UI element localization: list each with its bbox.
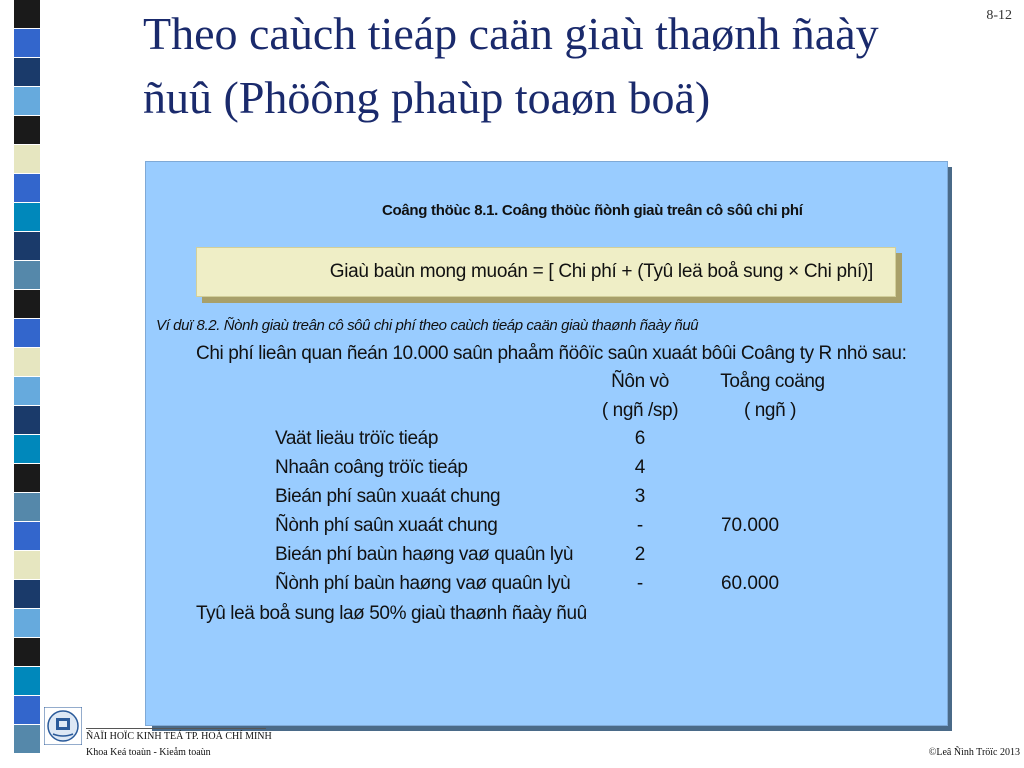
strip-square [14, 174, 40, 202]
strip-square [14, 667, 40, 695]
strip-square [14, 116, 40, 144]
row-unit-value: 6 [634, 428, 646, 449]
row-unit-value: - [636, 573, 644, 594]
strip-square [14, 261, 40, 289]
strip-square [14, 609, 40, 637]
total-header-unit: ( ngñ ) [743, 400, 797, 421]
row-total-value: 60.000 [720, 573, 780, 594]
slide-title-line1: Theo caùch tieáp caän giaù thaønh ñaày [143, 8, 879, 59]
strip-square [14, 29, 40, 57]
footer-school: ÑAÏI HOÏC KINH TEÁ TP. HOÀ CHÍ MINH [86, 731, 272, 742]
row-unit-value: 3 [634, 486, 646, 507]
example-intro: Chi phí lieân quan ñeán 10.000 saûn phaåm ñöôïc saûn xuaát bôûi Coâng ty R nhö sau: [196, 343, 907, 364]
table-row [0, 457, 1024, 485]
strip-square [14, 290, 40, 318]
row-label: Bieán phí saûn xuaát chung [275, 486, 501, 507]
row-label: Vaät lieäu tröïc tieáp [275, 428, 439, 449]
row-unit-value: 2 [634, 544, 646, 565]
university-logo-icon [44, 707, 82, 745]
table-row [0, 544, 1024, 572]
footer-department: Khoa Keá toaùn - Kieåm toaùn [86, 747, 211, 758]
strip-square [14, 725, 40, 753]
table-row [0, 428, 1024, 456]
strip-square [14, 232, 40, 260]
strip-square [14, 58, 40, 86]
strip-square [14, 145, 40, 173]
example-conclusion: Tyû leä boå sung laø 50% giaù thaønh ñaày ñuû [196, 603, 587, 624]
table-row [0, 486, 1024, 514]
row-total-value: 70.000 [720, 515, 780, 536]
page-number: 8-12 [986, 8, 1012, 23]
decorative-left-strip [0, 0, 44, 768]
unit-header: Ñôn vò [611, 371, 669, 392]
row-label: Ñònh phí saûn xuaát chung [275, 515, 498, 536]
strip-square [14, 377, 40, 405]
slide-title-line2: ñuû (Phöông phaùp toaøn boä) [143, 72, 711, 123]
formula-text: Giaù baùn mong muoán = [ Chi phí + (Tyû leä boå sung × Chi phí)] [329, 261, 873, 282]
strip-square [14, 638, 40, 666]
footer-copyright: ©Leâ Ñình Tröïc 2013 [928, 747, 1020, 758]
row-label: Bieán phí baùn haøng vaø quaûn lyù [275, 544, 574, 565]
formula-caption: Coâng thöùc 8.1. Coâng thöùc ñònh giaù treân cô sôû chi phí [382, 202, 803, 219]
row-label: Ñònh phí baùn haøng vaø quaûn lyù [275, 573, 571, 594]
row-label: Nhaân coâng tröïc tieáp [275, 457, 468, 478]
strip-square [14, 87, 40, 115]
formula-box [196, 247, 896, 297]
total-header: Toång coäng [720, 371, 825, 392]
strip-square [14, 696, 40, 724]
strip-square [14, 319, 40, 347]
row-unit-value: - [636, 515, 644, 536]
example-title: Ví duï 8.2. Ñònh giaù treân cô sôû chi phí theo caùch tieáp caän giaù thaønh ñaày ñuû [156, 317, 699, 334]
strip-square [14, 203, 40, 231]
slide-title [143, 2, 943, 130]
strip-square [14, 0, 40, 28]
table-row [0, 573, 1024, 601]
unit-header-unit: ( ngñ /sp) [601, 400, 679, 421]
row-unit-value: 4 [634, 457, 646, 478]
footer-divider [86, 728, 266, 729]
strip-square [14, 348, 40, 376]
table-row [0, 515, 1024, 543]
